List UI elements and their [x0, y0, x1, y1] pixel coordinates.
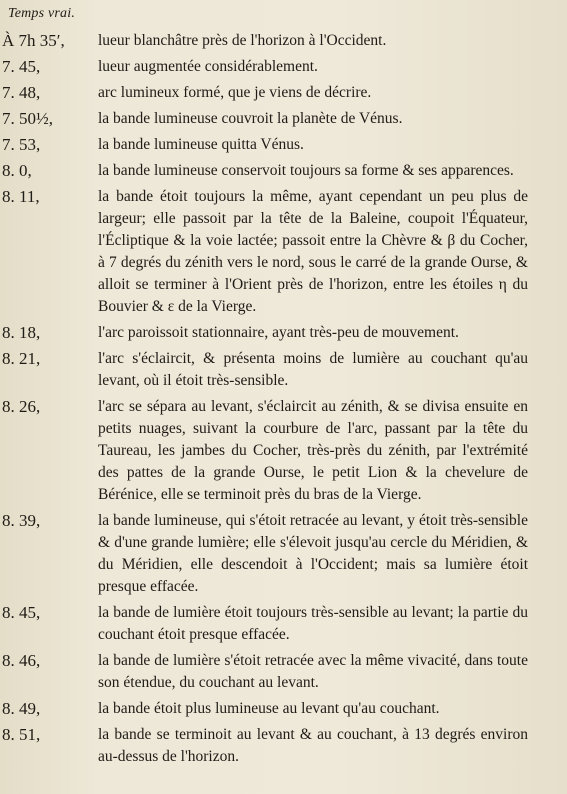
- entry-time: 8. 45,: [2, 603, 41, 622]
- entry-time: 8. 21,: [2, 349, 41, 368]
- entry: [0, 698, 567, 720]
- entry: [0, 510, 567, 598]
- entry-time: 7. 45,: [2, 57, 41, 76]
- entry-time: 8. 18,: [2, 323, 41, 342]
- entry-time: 8. 46,: [2, 651, 41, 670]
- page-header: Temps vrai.: [8, 6, 76, 21]
- entry: [0, 602, 567, 646]
- entry-time: 8. 11,: [2, 187, 40, 206]
- entry-text: la bande de lumière s'étoit retracée avec la même vivacité, dans toute son étendue, du couchant au levant.: [98, 652, 528, 691]
- entry: [0, 30, 567, 52]
- entry-text: la bande étoit toujours la même, ayant cependant un peu plus de largeur; elle passoit par la tête de la Baleine, coupoit l'Équateur, l'Écliptique & la voie lactée; passoit entre la Chèvre & β du Cocher, à 7 degrés du zénith vers le nord, sous le carré de la grande Ourse, & alloit se terminer à l'Orient près de l'horizon, entre les étoiles η du Bouvier & ε de la Vierge.: [98, 188, 528, 315]
- entry: [0, 724, 567, 768]
- entry: [0, 134, 567, 156]
- entry: [0, 348, 567, 392]
- entry-text: l'arc s'éclaircit, & présenta moins de lumière au couchant qu'au levant, où il étoit très-sensible.: [98, 350, 528, 389]
- entry: [0, 650, 567, 694]
- entry-text: la bande de lumière étoit toujours très-sensible au levant; la partie du couchant étoit presque effacée.: [98, 604, 528, 643]
- entry: [0, 186, 567, 318]
- entry-text: l'arc paroissoit stationnaire, ayant très-peu de mouvement.: [98, 324, 459, 341]
- entry-time: 8. 0,: [2, 161, 32, 180]
- entry-time: 8. 26,: [2, 397, 41, 416]
- entries-list: [0, 30, 567, 772]
- entry: [0, 56, 567, 78]
- entry-text: la bande étoit plus lumineuse au levant qu'au couchant.: [98, 700, 440, 717]
- entry-time: 7. 53,: [2, 135, 41, 154]
- entry: [0, 396, 567, 506]
- entry-text: arc lumineux formé, que je viens de décrire.: [98, 84, 372, 101]
- entry-time: 7. 50½,: [2, 109, 53, 128]
- entry-text: l'arc se sépara au levant, s'éclaircit au zénith, & se divisa ensuite en petits nuages, suivant la courbure de l'arc, passant par la tête du Taureau, les jambes du Cocher, très-près du zénith, par l'extrémité des pattes de la grande Ourse, le petit Lion & la chevelure de Bérénice, elle se terminoit près du bras de la Vierge.: [98, 398, 528, 503]
- entry-time: 7. 48,: [2, 83, 41, 102]
- entry: [0, 322, 567, 344]
- entry: [0, 82, 567, 104]
- entry-text: la bande se terminoit au levant & au couchant, à 13 degrés environ au-dessus de l'horizon.: [98, 726, 528, 765]
- entry-time: À 7h 35′,: [2, 31, 65, 50]
- entry-text: la bande lumineuse, qui s'étoit retracée au levant, y étoit très-sensible & d'une grande lumière; elle s'élevoit jusqu'au cercle du Méridien, & du Méridien, elle descendoit à l'Occident; mais sa lumière étoit presque effacée.: [98, 512, 528, 595]
- entry-text: la bande lumineuse quitta Vénus.: [98, 136, 304, 153]
- entry-time: 8. 49,: [2, 699, 41, 718]
- entry: [0, 160, 567, 182]
- entry: [0, 108, 567, 130]
- entry-text: lueur augmentée considérablement.: [98, 58, 318, 75]
- entry-time: 8. 51,: [2, 725, 41, 744]
- entry-text: la bande lumineuse conservoit toujours sa forme & ses apparences.: [98, 162, 514, 179]
- entry-text: lueur blanchâtre près de l'horizon à l'Occident.: [98, 32, 387, 49]
- entry-time: 8. 39,: [2, 511, 41, 530]
- entry-text: la bande lumineuse couvroit la planète de Vénus.: [98, 110, 403, 127]
